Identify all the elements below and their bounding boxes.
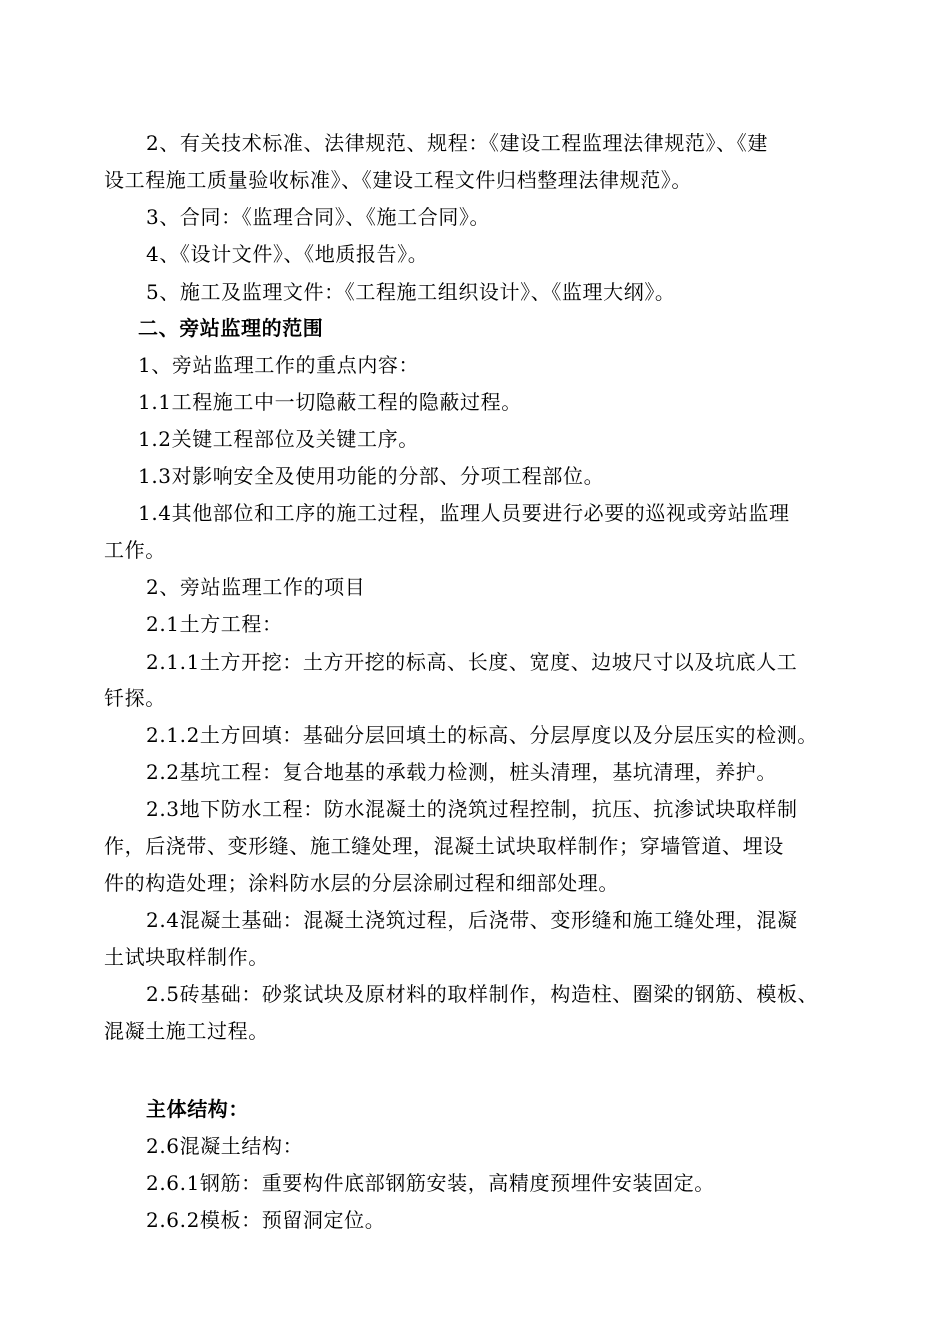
paragraph-line: 4、《设计文件》、《地质报告》。 (146, 242, 429, 266)
paragraph-line: 3、合同：《监理合同》、《施工合同》。 (146, 205, 491, 229)
paragraph-line: 2.1土方工程： (146, 612, 283, 636)
paragraph-line: 2.6.1钢筋：重要构件底部钢筋安装，高精度预埋件安装固定。 (146, 1171, 715, 1195)
paragraph-line: 1.2关键工程部位及关键工序。 (138, 427, 419, 451)
paragraph-line: 2.5砖基础：砂浆试块及原材料的取样制作，构造柱、圈梁的钢筋、模板、 (146, 982, 819, 1006)
paragraph-line: 1.4其他部位和工序的施工过程，监理人员要进行必要的巡视或旁站监理 (138, 501, 790, 525)
paragraph-line: 1.1工程施工中一切隐蔽工程的隐蔽过程。 (138, 390, 522, 414)
paragraph-line: 2、有关技术标准、法律规范、规程：《建设工程监理法律规范》、《建 (146, 131, 768, 155)
paragraph-line: 土试块取样制作。 (104, 945, 269, 969)
paragraph-line: 2、旁站监理工作的项目 (146, 575, 366, 599)
paragraph-line: 2.1.2土方回填：基础分层回填土的标高、分层厚度以及分层压实的检测。 (146, 723, 818, 747)
paragraph-line: 1.3对影响安全及使用功能的分部、分项工程部位。 (138, 464, 605, 488)
paragraph-line: 5、施工及监理文件：《工程施工组织设计》、《监理大纲》。 (146, 280, 676, 304)
paragraph-line: 2.1.1土方开挖：土方开挖的标高、长度、宽度、边坡尺寸以及坑底人工 (146, 650, 798, 674)
paragraph-line: 钎探。 (104, 686, 166, 710)
section-heading: 主体结构： (146, 1097, 249, 1121)
section-heading: 二、旁站监理的范围 (138, 316, 324, 340)
paragraph-line: 1、旁站监理工作的重点内容： (138, 353, 420, 377)
paragraph-line: 工作。 (104, 538, 166, 562)
paragraph-line: 2.6.2模板：预留洞定位。 (146, 1208, 386, 1232)
paragraph-line: 2.3地下防水工程：防水混凝土的浇筑过程控制，抗压、抗渗试块取样制 (146, 797, 798, 821)
paragraph-line: 2.6混凝土结构： (146, 1134, 304, 1158)
paragraph-line: 2.4混凝土基础：混凝土浇筑过程，后浇带、变形缝和施工缝处理，混凝 (146, 908, 798, 932)
paragraph-line: 混凝土施工过程。 (104, 1019, 269, 1043)
paragraph-line: 设工程施工质量验收标准》、《建设工程文件归档整理法律规范》。 (104, 168, 692, 192)
paragraph-line: 2.2基坑工程：复合地基的承载力检测，桩头清理，基坑清理，养护。 (146, 760, 778, 784)
paragraph-line: 作，后浇带、变形缝、施工缝处理，混凝土试块取样制作；穿墙管道、埋设 (104, 834, 784, 858)
paragraph-line: 件的构造处理；涂料防水层的分层涂刷过程和细部处理。 (104, 871, 619, 895)
